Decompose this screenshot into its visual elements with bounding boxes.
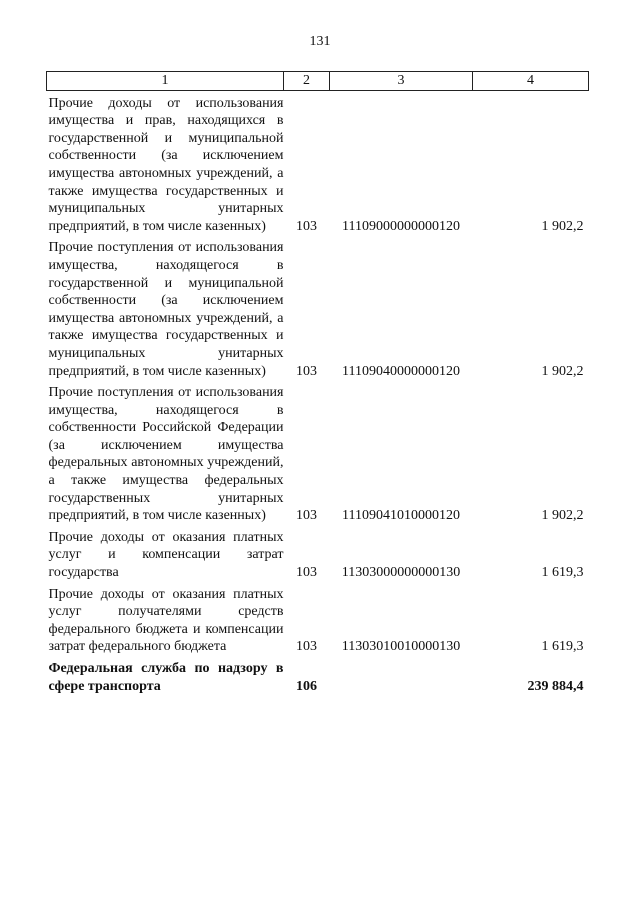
table-row [47, 235, 589, 380]
budget-table [46, 71, 589, 695]
row-code: 103 [296, 508, 317, 524]
header-col-4: 4 [473, 72, 589, 91]
row-kbk: 11109040000000120 [342, 363, 460, 379]
table-row [47, 582, 589, 656]
table-row [47, 90, 589, 235]
row-amount: 1 902,2 [541, 218, 584, 234]
header-col-3: 3 [330, 72, 473, 91]
header-row [47, 72, 589, 91]
row-name: Прочие доходы от оказания платных услуг получателями средств федерального бюджета и компенсации затрат федерального бюджета [48, 586, 284, 655]
row-name: Прочие доходы от оказания платных услуг и компенсации затрат государства [48, 529, 284, 581]
row-name: Федеральная служба по надзору в сфере транспорта [48, 661, 284, 694]
row-kbk [330, 656, 473, 695]
page-number: 131 [309, 34, 331, 49]
row-kbk: 11109000000000120 [342, 218, 460, 234]
row-name: Прочие поступления от использования имущества, находящегося в государственной и муниципальной собственности (за исключением имущества автономных учреждений, а также имущества государственных и муниципальных унитарных предприятий, в том числе казенных) [48, 240, 284, 379]
row-code: 103 [296, 363, 317, 379]
table-row [47, 380, 589, 525]
row-amount: 1 902,2 [541, 508, 584, 524]
header-col-1: 1 [47, 72, 284, 91]
row-kbk: 11303010010000130 [341, 639, 461, 655]
row-name: Прочие поступления от использования имущества, находящегося в собственности Российской Федерации (за исключением имущества федеральных автономных учреждений, а также имущества федеральных государственных унитарных предприятий, в том числе казенных) [48, 385, 284, 524]
table-row [47, 525, 589, 582]
row-amount: 239 884,4 [527, 678, 584, 694]
row-name: Прочие доходы от использования имущества и прав, находящихся в государственной и муниципальной собственности (за исключением имущества автономных учреждений, а также имущества государственных и муниципальных унитарных предприятий, в том числе казенных) [48, 95, 284, 234]
header-col-2: 2 [284, 72, 330, 91]
row-code: 106 [296, 678, 317, 694]
row-code: 103 [296, 565, 317, 581]
row-code: 103 [296, 218, 317, 234]
row-amount: 1 619,3 [541, 565, 584, 581]
row-kbk: 11109041010000120 [342, 508, 460, 524]
row-amount: 1 619,3 [541, 639, 584, 655]
row-code: 103 [296, 639, 317, 655]
row-amount: 1 902,2 [541, 363, 584, 379]
row-kbk: 11303000000000130 [341, 565, 461, 581]
table-row-agency-total [47, 656, 589, 695]
